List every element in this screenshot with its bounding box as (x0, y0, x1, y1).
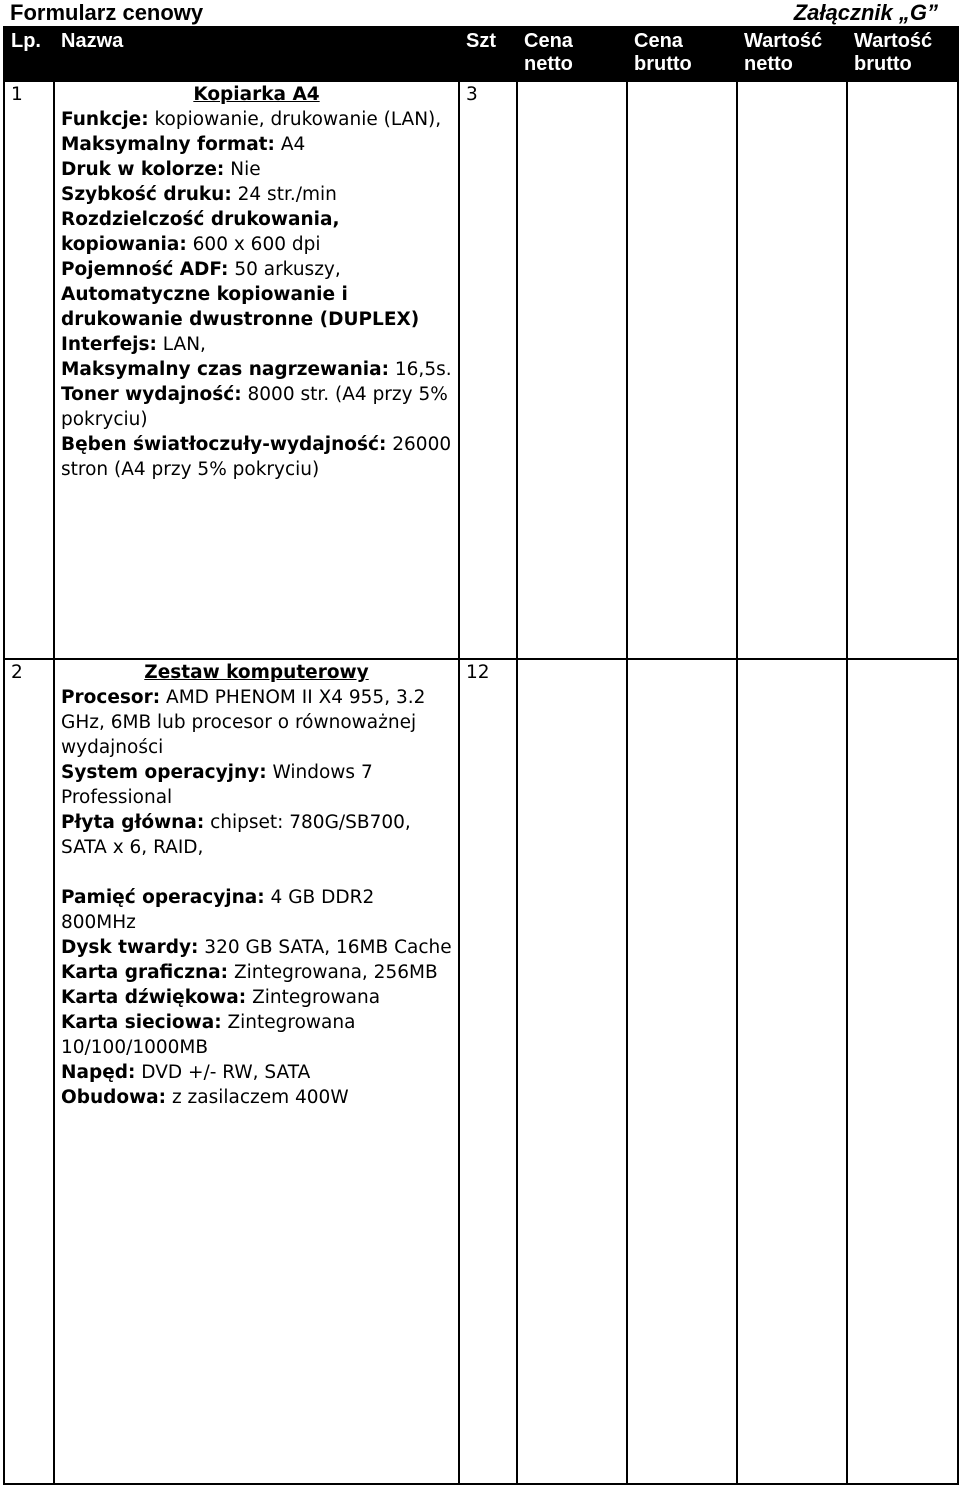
spec-label: Płyta główna: (61, 812, 205, 833)
item-title: Kopiarka A4 (193, 84, 320, 105)
spec-line (61, 1085, 452, 1110)
spec-label: Maksymalny czas nagrzewania: (61, 359, 390, 380)
spec-line (61, 760, 452, 810)
net-value-cell[interactable] (737, 659, 847, 1484)
spec-line (61, 685, 452, 760)
row-lp: 1 (4, 81, 54, 659)
spec-label: Funkcje: (61, 109, 149, 130)
row-lp: 2 (4, 659, 54, 1484)
spec-line (61, 810, 452, 860)
spec-value: 16,5s. (389, 359, 452, 380)
col-header-gross-value-line1: Wartość (854, 30, 933, 52)
spec-label: Interfejs: (61, 334, 157, 355)
table-header-row (4, 27, 958, 81)
spec-value: AMD PHENOM II X4 955, 3.2 GHz, 6MB lub procesor o równoważnej wydajności (61, 687, 426, 758)
spec-line (61, 885, 452, 935)
row-qty: 3 (459, 81, 517, 659)
spec-value: 600 x 600 dpi (186, 234, 321, 255)
col-header-net-value-line2: netto (744, 53, 793, 75)
spec-label: Karta graficzna: (61, 962, 229, 983)
spec-line (61, 207, 452, 257)
col-header-name: Nazwa (54, 27, 459, 81)
spec-label: Automatyczne kopiowanie i drukowanie dwustronne (DUPLEX) (61, 284, 420, 330)
spec-line (61, 282, 452, 332)
spec-label: Druk w kolorze: (61, 159, 225, 180)
row-description (54, 659, 459, 1484)
spec-value: A4 (274, 134, 306, 155)
spec-line (61, 157, 452, 182)
col-header-gross-value-line2: brutto (854, 53, 912, 75)
spec-value: kopiowanie, drukowanie (LAN), (148, 109, 442, 130)
table-row (4, 81, 958, 659)
spec-value: 320 GB SATA, 16MB Cache (198, 937, 452, 958)
spec-line (61, 107, 452, 132)
net-price-cell[interactable] (517, 659, 627, 1484)
spec-value: Nie (224, 159, 261, 180)
spec-line (61, 382, 452, 432)
spec-label: Maksymalny format: (61, 134, 275, 155)
col-header-lp: Lp. (4, 27, 54, 81)
spec-line (61, 960, 452, 985)
spec-label: System operacyjny: (61, 762, 267, 783)
spec-value: 4 GB DDR2 800MHz (61, 887, 375, 933)
gross-price-cell[interactable] (627, 659, 737, 1484)
attachment-label: Załącznik „G” (793, 0, 938, 25)
spec-label: Rozdzielczość drukowania, kopiowania: (61, 209, 340, 255)
spec-line (61, 132, 452, 157)
col-header-gross-value (847, 27, 958, 81)
spec-value: 26000 stron (A4 przy 5% pokryciu) (61, 434, 452, 480)
col-header-net-value (737, 27, 847, 81)
spec-line (61, 985, 452, 1010)
spec-value: Zintegrowana, 256MB (228, 962, 438, 983)
spec-label: Pojemność ADF: (61, 259, 229, 280)
document-header (10, 0, 950, 26)
spec-label: Karta sieciowa: (61, 1012, 222, 1033)
spec-label: Pamięć operacyjna: (61, 887, 265, 908)
spec-line (61, 257, 452, 282)
col-header-net-price-line1: Cena (524, 30, 573, 52)
net-value-cell[interactable] (737, 81, 847, 659)
spec-value: 8000 str. (A4 przy 5% pokryciu) (61, 384, 448, 430)
spec-value: z zasilaczem 400W (166, 1087, 349, 1108)
spec-value: Windows 7 Professional (61, 762, 373, 808)
item-title: Zestaw komputerowy (144, 662, 369, 683)
spec-line (61, 432, 452, 482)
price-table (3, 26, 959, 1485)
spec-label: Karta dźwiękowa: (61, 987, 247, 1008)
spec-label: Dysk twardy: (61, 937, 199, 958)
spec-value: Zintegrowana 10/100/1000MB (61, 1012, 356, 1058)
col-header-qty: Szt (459, 27, 517, 81)
spec-value: chipset: 780G/SB700, SATA x 6, RAID, (61, 812, 411, 858)
col-header-gross-price-line1: Cena (634, 30, 683, 52)
spec-line (61, 1060, 452, 1085)
col-header-net-value-line1: Wartość (744, 30, 823, 52)
spec-line (61, 357, 452, 382)
spec-label: Procesor: (61, 687, 161, 708)
spec-value: 50 arkuszy, (228, 259, 341, 280)
gross-value-cell[interactable] (847, 81, 958, 659)
spec-label: Bęben światłoczuły-wydajność: (61, 434, 387, 455)
table-row (4, 659, 958, 1484)
spec-label: Szybkość druku: (61, 184, 232, 205)
col-header-net-price (517, 27, 627, 81)
spec-value: DVD +/- RW, SATA (135, 1062, 311, 1083)
col-header-gross-price-line2: brutto (634, 53, 692, 75)
spec-line (61, 182, 452, 207)
col-header-net-price-line2: netto (524, 53, 573, 75)
spec-line (61, 332, 452, 357)
spec-value: LAN, (156, 334, 206, 355)
form-title: Formularz cenowy (10, 0, 204, 25)
spec-label: Napęd: (61, 1062, 136, 1083)
gross-value-cell[interactable] (847, 659, 958, 1484)
spec-label: Toner wydajność: (61, 384, 242, 405)
spec-line (61, 935, 452, 960)
net-price-cell[interactable] (517, 81, 627, 659)
spec-value: 24 str./min (231, 184, 337, 205)
spec-label: Obudowa: (61, 1087, 167, 1108)
gross-price-cell[interactable] (627, 81, 737, 659)
row-description (54, 81, 459, 659)
row-qty: 12 (459, 659, 517, 1484)
col-header-gross-price (627, 27, 737, 81)
spec-line (61, 1010, 452, 1060)
spec-value: Zintegrowana (246, 987, 381, 1008)
